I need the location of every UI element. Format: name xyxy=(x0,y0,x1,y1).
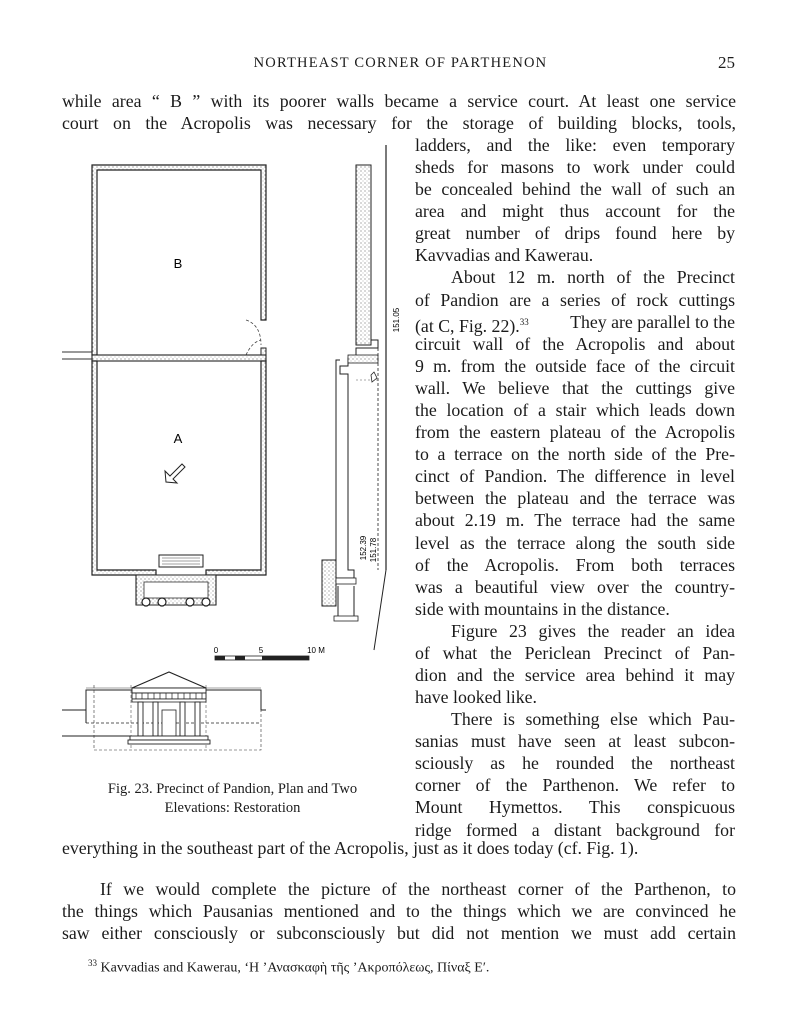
text-line: Mount Hymettos. This conspicuous xyxy=(415,797,735,818)
text-line: about 2.19 m. The terrace had the same xyxy=(415,510,735,531)
text-line: cinct of Pandion. The difference in level xyxy=(415,466,735,487)
text-line xyxy=(415,311,735,336)
text-line: sheds for masons to work under could xyxy=(415,157,735,178)
caption-line: Fig. 23. Precinct of Pandion, Plan and Two xyxy=(107,781,358,797)
final-paragraph xyxy=(62,878,736,944)
text-line: between the plateau and the terrace was xyxy=(415,488,735,509)
text-fragment: They are parallel to the xyxy=(570,311,735,332)
scale-0: 0 xyxy=(213,646,219,655)
text-line: the location of a stair which leads down xyxy=(415,399,735,420)
text-line: of the Acropolis. From both terraces xyxy=(415,554,735,575)
label-b: B xyxy=(173,256,183,271)
arrow-icon xyxy=(165,464,185,483)
footnote-marker: 33 xyxy=(519,316,529,327)
plan-and-elevation-drawing xyxy=(56,130,401,770)
area-a-plan xyxy=(92,361,266,606)
paragraph-end xyxy=(62,837,736,859)
text-line: saw either consciously or subconsciously but did not mention we must add certain xyxy=(62,923,736,943)
scale-10: 10 M xyxy=(307,646,325,655)
text-line: area and might thus account for the xyxy=(415,201,735,222)
top-paragraph xyxy=(62,90,736,134)
right-column-text xyxy=(415,134,735,841)
running-title: NORTHEAST CORNER OF PARTHENON xyxy=(253,55,548,71)
text-line: If we would complete the picture of the northeast corner of the Parthenon, to xyxy=(100,879,736,899)
footnote-number: 33 xyxy=(88,958,97,968)
text-line: Figure 23 gives the reader an idea xyxy=(451,620,735,641)
text-line: ladders, and the like: even temporary xyxy=(415,135,735,155)
text-line: court on the Acropolis was necessary for the storage of building blocks, tools, xyxy=(62,113,736,133)
scale-5: 5 xyxy=(258,646,264,655)
elevation-label-3: 151.78 xyxy=(369,537,378,563)
front-elevation xyxy=(62,672,266,750)
footnote xyxy=(88,958,489,977)
figure-caption xyxy=(70,780,395,818)
label-a: A xyxy=(173,431,183,446)
text-line: Kavvadias and Kawerau. xyxy=(415,245,594,266)
text-line: sciously as he rounded the northeast xyxy=(415,753,735,774)
text-line: dion and the service area behind it may xyxy=(415,664,735,685)
text-fragment: (at C, Fig. 22). xyxy=(415,315,520,336)
side-elevation xyxy=(322,145,386,650)
text-line: was a beautiful view over the country- xyxy=(415,576,735,597)
running-header xyxy=(0,52,801,76)
text-line: of what the Periclean Precinct of Pan- xyxy=(415,642,735,663)
text-line: be concealed behind the wall of such an xyxy=(415,179,735,200)
text-line: while area “ B ” with its poorer walls became a service court. At least one service xyxy=(62,91,736,111)
elevation-label-1: 151.05 xyxy=(392,307,401,333)
caption-line: Elevations: Restoration xyxy=(164,800,301,816)
text-line: wall. We believe that the cuttings give xyxy=(415,377,735,398)
text-line: of Pandion are a series of rock cuttings xyxy=(415,289,735,310)
text-line: to a terrace on the north side of the Pre- xyxy=(415,444,735,465)
text-line: level as the terrace along the south side xyxy=(415,532,735,553)
text-line: corner of the Parthenon. We refer to xyxy=(415,775,735,796)
text-line: About 12 m. north of the Precinct xyxy=(451,267,735,288)
elevation-label-2: 152.39 xyxy=(359,535,368,561)
text-line: circuit wall of the Acropolis and about xyxy=(415,333,735,354)
scale-bar xyxy=(215,656,309,660)
text-line: the things which Pausanias mentioned and to the things which we are convinced he xyxy=(62,901,736,921)
page-number: 25 xyxy=(718,53,735,72)
text-line: sanias must have seen at least subcon- xyxy=(415,731,735,752)
text-line: There is something else which Pau- xyxy=(451,709,735,730)
figure-23 xyxy=(56,130,401,770)
text-line: great number of drips found here by xyxy=(415,223,735,244)
dividing-wall xyxy=(92,355,266,361)
text-line: 9 m. from the outside face of the circuit xyxy=(415,355,735,376)
text-line: side with mountains in the distance. xyxy=(415,598,670,619)
text-line: have looked like. xyxy=(415,687,537,708)
footnote-text: Kavvadias and Kawerau, ‘Η ’Ανασκαφὴ τῆς ’Ακροπόλεως, Πίναξ Ε′. xyxy=(100,960,490,976)
text-line: ridge formed a distant background for xyxy=(415,819,735,840)
text-line: everything in the southeast part of the Acropolis, just as it does today (cf. Fig. 1). xyxy=(62,838,639,858)
text-line: from the eastern plateau of the Acropolis xyxy=(415,422,735,443)
